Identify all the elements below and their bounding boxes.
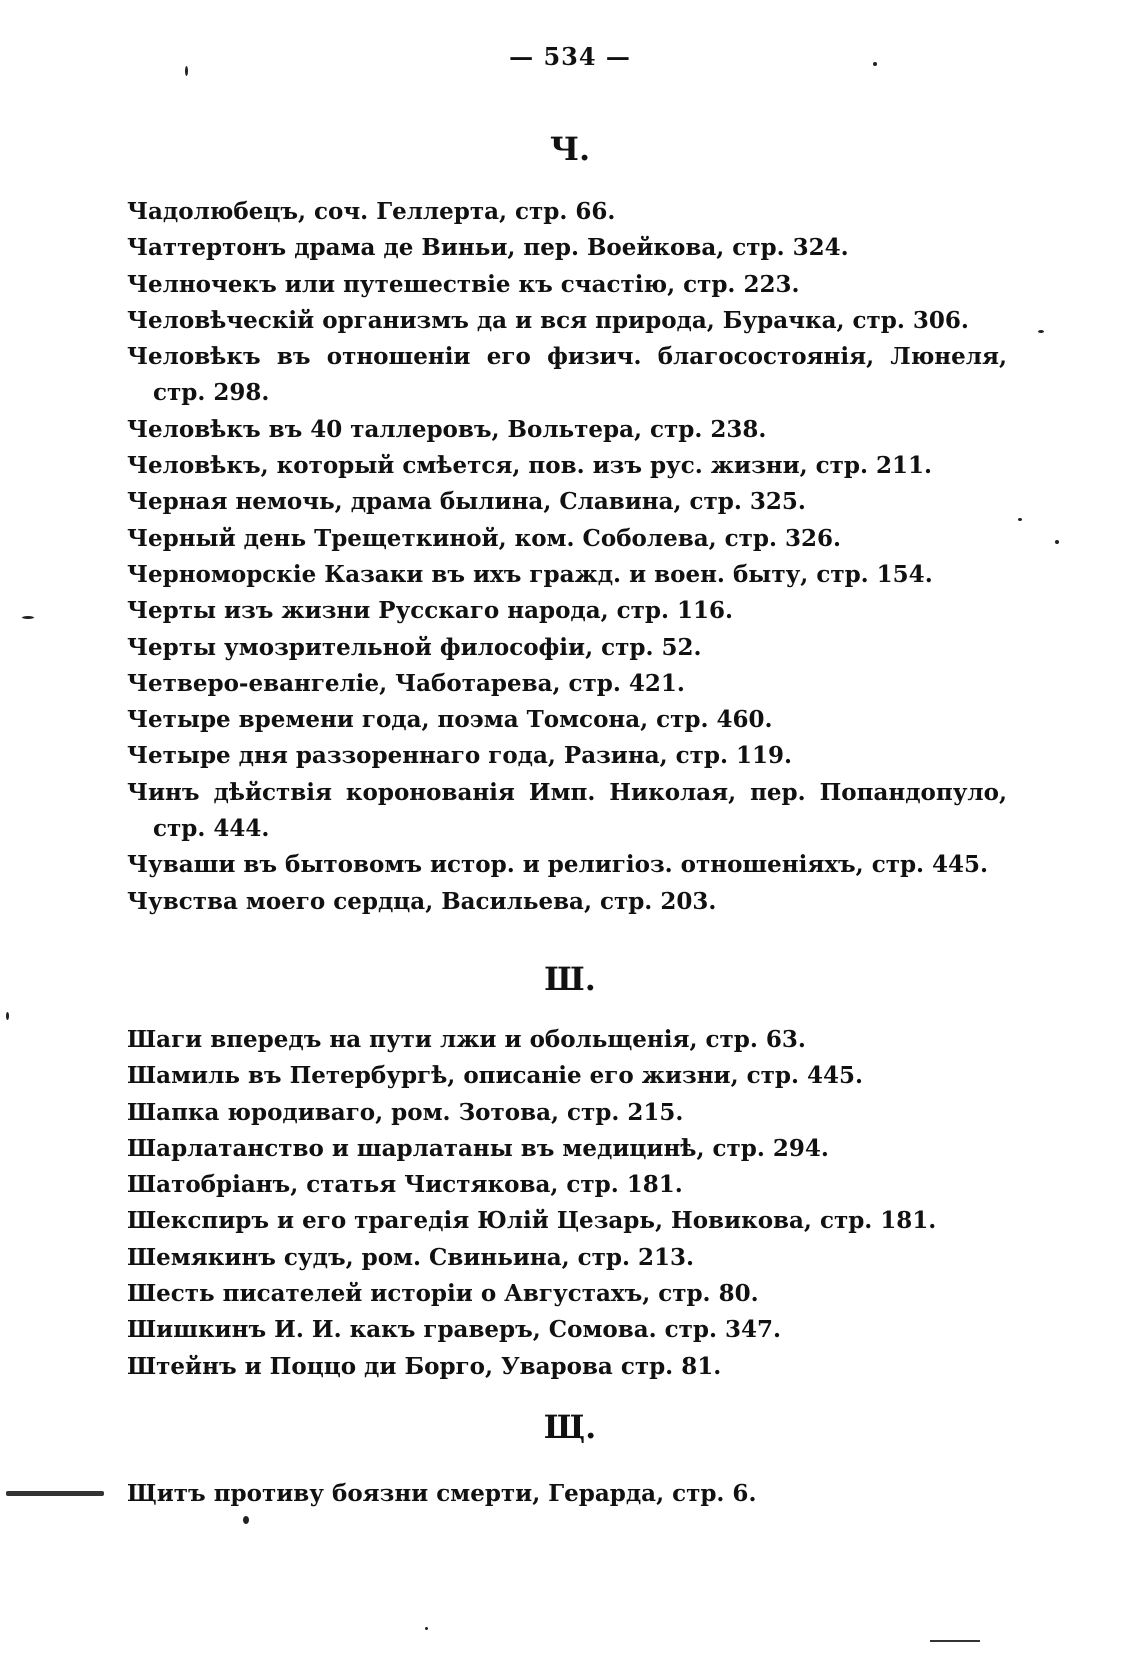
index-entry: Шаги впередъ на пути лжи и обольщенія, стр. 63. bbox=[127, 1026, 806, 1053]
section-che-entries bbox=[127, 194, 1007, 920]
index-entry: Шарлатанство и шарлатаны въ медицинѣ, стр. 294. bbox=[127, 1134, 829, 1162]
index-entry: Человѣкъ въ отношеніи его физич. благосостоянія, Люнеля, стр. 298. bbox=[127, 343, 1007, 407]
index-entry: Четыре времени года, поэма Томсона, стр. 460. bbox=[127, 706, 773, 734]
section-heading-shcha: Щ. bbox=[543, 1408, 597, 1446]
scan-speck bbox=[22, 616, 34, 619]
scan-speck bbox=[425, 1627, 428, 1630]
index-entry: Челночекъ или путешествіе къ счастію, стр. 223. bbox=[127, 270, 800, 298]
index-entry: Шапка юродиваго, ром. Зотова, стр. 215. bbox=[127, 1098, 684, 1126]
scan-speck bbox=[1038, 330, 1044, 333]
index-entry: Черты изъ жизни Русскаго народа, стр. 116. bbox=[127, 597, 734, 625]
index-entry: Чуваши въ бытовомъ истор. и религіоз. отношеніяхъ, стр. 445. bbox=[127, 851, 989, 879]
page-number: — 534 — bbox=[509, 42, 631, 71]
scan-speck bbox=[873, 62, 877, 66]
index-entry: Черты умозрительной философіи, стр. 52. bbox=[127, 633, 702, 661]
index-entry: Человѣкъ въ 40 таллеровъ, Вольтера, стр. 238. bbox=[127, 415, 767, 443]
index-entry: Черноморскіе Казаки въ ихъ гражд. и воен. быту, стр. 154. bbox=[127, 560, 933, 588]
index-entry: Чинъ дѣйствія коронованія Имп. Николая, пер. Попандопуло, стр. 444. bbox=[127, 778, 1007, 843]
scan-speck bbox=[1018, 518, 1022, 521]
index-entry: Четыре дня раззореннаго года, Разина, стр. 119. bbox=[127, 742, 792, 770]
index-entry: Чаттертонъ драма де Виньи, пер. Воейкова, стр. 324. bbox=[127, 234, 849, 262]
index-entry: Четверо-евангеліе, Чаботарева, стр. 421. bbox=[127, 669, 685, 697]
index-entry: Шатобріанъ, статья Чистякова, стр. 181. bbox=[127, 1171, 683, 1199]
section-heading-sha: Ш. bbox=[544, 960, 596, 998]
index-entry: Шесть писателей исторіи о Августахъ, стр. 80. bbox=[127, 1280, 759, 1308]
index-entry: Шамиль въ Петербургѣ, описаніе его жизни, стр. 445. bbox=[127, 1062, 863, 1090]
index-entry: Шемякинъ судъ, ром. Свиньина, стр. 213. bbox=[127, 1243, 695, 1271]
section-shcha-entries bbox=[127, 1476, 1007, 1512]
index-entry: Штейнъ и Поццо ди Борго, Уварова стр. 81. bbox=[127, 1352, 722, 1380]
scan-speck bbox=[1055, 540, 1059, 544]
index-entry: Чувства моего сердца, Васильева, стр. 203. bbox=[127, 887, 717, 915]
scan-speck bbox=[243, 1516, 249, 1524]
scan-speck bbox=[6, 1012, 9, 1020]
section-sha-entries bbox=[127, 1022, 1007, 1385]
index-entry: Чадолюбецъ, соч. Геллерта, стр. 66. bbox=[127, 198, 616, 225]
index-entry: Человѣкъ, который смѣется, пов. изъ рус. жизни, стр. 211. bbox=[127, 452, 933, 480]
section-heading-che: Ч. bbox=[549, 130, 591, 168]
index-entry: Черная немочь, драма былина, Славина, стр. 325. bbox=[127, 488, 806, 516]
scan-speck bbox=[185, 66, 188, 76]
index-entry: Шекспиръ и его трагедія Юлій Цезарь, Новикова, стр. 181. bbox=[127, 1207, 937, 1235]
index-entry: Шишкинъ И. И. какъ граверъ, Сомова. стр. 347. bbox=[127, 1316, 782, 1344]
index-entry: Щитъ противу боязни смерти, Герарда, стр. 6. bbox=[127, 1480, 757, 1507]
index-entry: Человѣческій организмъ да и вся природа, Бурачка, стр. 306. bbox=[127, 306, 969, 334]
index-entry: Черный день Трещеткиной, ком. Соболева, стр. 326. bbox=[127, 524, 841, 552]
scan-smudge bbox=[930, 1640, 980, 1642]
scan-smudge bbox=[6, 1491, 104, 1496]
